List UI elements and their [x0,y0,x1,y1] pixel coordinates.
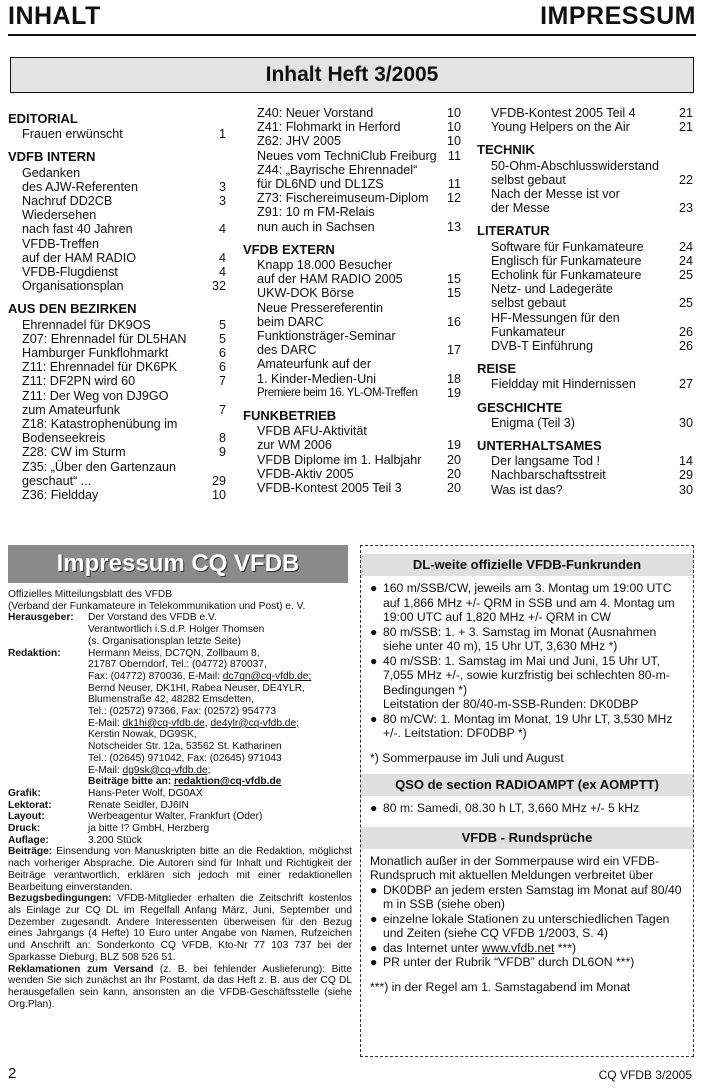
toc-entry-title: auf der HAM RADIO 2005 [257,272,403,287]
toc-entry-page: 5 [218,317,226,332]
toc-entry-page [669,282,693,296]
toc-entry [8,474,226,488]
redaktion: Redaktion: Hermann Meiss, DC7QN, Zollbaum 8, 21787 Oberndorf, Tel.: (04772) 870037, Fax: (04772) 870036, E-Mail: dc7qn@cq-vfdb.de; Bernd Neuser, DK1HI, Rabea Neuser, DE4YLR, Blumenstraße 42, 48282 Emsdetten, Tel.: (02572) 97366, Fax: (02572) 954773 E-Mail: dk1hi@cq-vfdb.de, de4ylr@cq-vfdb.de; Kerstin Nowak, DG9SK, Notscheider Str. 12a, 53562 St. Katharinen Tel.: (02645) 971042, Fax: (02645) 971043 E-Mail: dg9sk@cq-vfdb.de; Beiträge bitte an: redaktion@cq-vfdb.de [8,647,312,788]
grafik: Grafik: Hans-Peter Wolf, DG0AX [8,787,203,799]
toc-entry-title: der Messe [491,201,550,216]
lektorat: Lektorat: Renate Seidler, DJ6IN [8,799,189,811]
toc-entry-page: 20 [446,452,461,467]
toc-section-heading: UNTERHALTSAMES [477,438,602,454]
toc-entry-title: Neue Pressereferentin [257,300,384,315]
toc-entry [8,251,226,265]
toc-entry-page [202,460,226,474]
toc-entry [243,372,461,386]
toc-entry [8,346,226,360]
header-right: IMPRESSUM [540,2,696,30]
toc-section-heading: VDFB INTERN [8,149,96,165]
toc-entry [243,453,461,467]
toc-entry-page: 32 [211,279,226,294]
toc-entry-page: 11 [447,148,461,163]
toc-entry [243,386,461,400]
email-link[interactable]: de4ylr@cq-vfdb.de; [210,717,299,729]
toc-entry-page: 29 [211,473,226,488]
toc-entry [8,166,226,180]
toc-entry-page: 15 [446,272,461,287]
toc-entry [477,339,693,353]
toc-entry-title: nach fast 40 Jahren [22,222,133,237]
toc-entry-page: 1 [218,127,226,142]
toc-entry-title: Z41: Flohmarkt in Herford [257,120,401,135]
toc-entry [477,120,693,134]
toc-column-3 [477,106,693,497]
toc-title: Inhalt Heft 3/2005 [10,57,694,93]
toc-entry-page: 7 [218,402,226,417]
bullet-icon: ● [370,911,378,926]
toc-entry [243,438,461,452]
toc-entry [477,483,693,497]
toc-entry-page: 6 [218,360,226,375]
toc-entry-page: 30 [678,415,693,430]
toc-entry [8,279,226,293]
toc-entry-title: beim DARC [257,314,324,329]
toc-entry-page: 17 [446,343,461,358]
toc-entry [243,205,461,219]
toc-entry [243,177,461,191]
toc-entry [477,377,693,391]
list-item: ● 80 m/SSB: 1. + 3. Samstag im Monat (Ausnahmen siehe unter 40 m), 15 Uhr UT, 3,630 MHz *) [370,624,657,653]
toc-entry-title: Englisch für Funkamateure [491,253,642,268]
toc-entry-page: 21 [678,106,693,120]
toc-entry-title: Z40: Neuer Vorstand [257,106,374,120]
toc-column-1 [8,106,226,502]
toc-entry-title: Z11: DF2PN wird 60 [22,374,136,389]
toc-entry-title: Organisationsplan [22,279,124,294]
toc-entry [477,187,693,201]
toc-entry-page [202,417,226,431]
toc-entry-page [202,389,226,403]
intro-line: Offizielles Mitteilungsblatt des VFDB [8,589,173,600]
impressum-text [8,589,352,1010]
toc-entry [477,201,693,215]
toc-entry-title: Funktionsträger-Seminar [257,329,396,344]
toc-entry [243,106,461,120]
toc-entry-page: 14 [678,454,693,469]
toc-entry-title: 50-Ohm-Abschlusswiderstand [491,158,659,173]
toc-entry-page [669,311,693,325]
toc-entry-title: Z73: Fischereimuseum-Diplom [257,191,429,206]
bullet-icon: ● [370,581,378,595]
email-link[interactable]: dc7qn@cq-vfdb.de; [222,670,312,682]
toc-entry [477,296,693,310]
toc-entry-title: Z11: Der Weg von DJ9GO [22,388,169,403]
intro-line: (Verband der Funkamateure in Telekommunikation und Post) e. V. [8,600,306,612]
toc-entry-title: 1. Kinder-Medien-Uni [257,371,376,386]
intro-text: Monatlich außer in der Sommerpause wird ein VFDB-Rundspruch mit aktuellen Meldungen verbreitet über [370,853,660,882]
toc-entry [8,488,226,502]
toc-section-heading: EDITORIAL [8,111,78,126]
toc-entry [8,374,226,388]
toc-entry-page: 5 [218,331,226,346]
toc-entry-title: Z11: Ehrennadel für DK6PK [22,360,178,375]
toc-entry-page [437,163,461,177]
list-item: ● 80 m: Samedi, 08.30 h LT, 3,660 MHz +/- 5 kHz [370,801,640,815]
bullet-icon: ● [370,882,378,897]
toc-entry-page [669,187,693,201]
toc-entry [8,431,226,445]
toc-entry-title: Z36: Fieldday [22,488,99,503]
toc-entry-page: 8 [218,431,226,446]
toc-entry [477,173,693,187]
toc-entry-title: Z35: „Über den Gartenzaun [22,459,177,474]
bezug-paragraph: Bezugsbedingungen: VFDB-Mitglieder erhalten die Zeitschrift kostenlos als Einlage zur CQ DL im Regelfall Anfang März, Juni, September und Dezember zugesandt. Andere Interessenten überweisen für den Bezug eines Jahrgangs (4 Hefte) 10 Euro unter Angabe von Namen, Rufzeichen und Anschrift an: Sonderkonto CQ VFDB, Kto-Nr 77 103 737 bei der Sparkasse Dieburg, BLZ 508 526 51. [8,893,352,963]
list-item: ● DK0DBP an jedem ersten Samstag im Monat auf 80/40 m in SSB (siehe oben) [370,882,682,911]
toc-entry-title: Z91: 10 m FM-Relais [257,205,375,220]
toc-entry-title: Nach der Messe ist vor [491,187,620,202]
toc-entry-page [437,357,461,371]
toc-entry-title: Knapp 18.000 Besucher [257,258,393,273]
toc-entry-title: auf der HAM RADIO [22,250,137,265]
toc-entry-title: selbst gebaut [491,296,566,311]
toc-entry [243,286,461,300]
box-heading: DL-weite offizielle VFDB-Funkrunden [361,554,693,576]
toc-entry-page: 18 [446,371,461,386]
toc-entry-page: 4 [218,250,226,265]
toc-entry-title: Premiere beim 16. YL-OM-Treffen [257,386,418,399]
toc-entry [243,343,461,357]
toc-entry-page [437,424,461,438]
toc-entry-title: Bodenseekreis [22,431,106,446]
toc-entry-page: 16 [446,314,461,329]
bullet-icon: ● [370,955,378,969]
toc-entry [243,301,461,315]
toc-entry-page: 30 [678,482,693,497]
toc-entry-title: des AJW-Referenten [22,179,138,194]
toc-entry [243,329,461,343]
toc-entry-page: 26 [678,324,693,339]
toc-entry-title: geschaut“ ... [22,473,92,488]
toc-entry [243,424,461,438]
toc-entry [8,180,226,194]
toc-entry-page: 19 [446,385,461,400]
auflage: Auflage: 3.200 Stück [8,834,142,846]
beitraege-paragraph: Beiträge: Einsendung von Manuskripten bitte an die Redaktion, möglichst nach vorheriger Absprache. Die Autoren sind für Inhalt und Richtigkeit der Beiträge verantwortlich, erklären sich jedoch mit einer redaktionellen Bearbeitung einverstanden. [8,846,352,893]
toc-entry [8,208,226,222]
toc-entry-title: Neues vom TechniClub Freiburg [257,148,437,163]
toc-entry [243,120,461,134]
list-item: ● PR unter der Rubrik “VFDB” durch DL6ON ***) [370,955,635,969]
toc-entry-page: 10 [446,120,461,135]
toc-entry [8,360,226,374]
toc-entry [243,357,461,371]
toc-entry-page: 15 [446,286,461,301]
toc-entry-page: 4 [218,222,226,237]
toc-entry [477,311,693,325]
toc-entry-title: zur WM 2006 [257,438,332,453]
toc-entry-title: Der langsame Tod ! [491,454,600,469]
toc-entry-title: des DARC [257,343,317,358]
bullet-icon: ● [370,711,378,726]
list-item: ● 40 m/SSB: 1. Samstag im Mai und Juni, 15 Uhr UT, 7,055 MHz +/-, sowie kurzfristig bei schlechten 80-m-Bedingungen *) Leitstation der 80/40-m-SSB-Runden: DK0DBP [370,653,670,711]
toc-entry-page: 20 [446,481,461,496]
box-heading: QSO de section RADIOAMPT (ex AOMPTT) [361,774,693,796]
toc-entry-title: selbst gebaut [491,172,566,187]
toc-entry [477,268,693,282]
toc-entry-page: 12 [446,191,461,206]
website-link[interactable]: www.vfdb.net [481,940,555,955]
toc-entry-title: Hamburger Funkflohmarkt [22,346,169,361]
toc-entry [8,194,226,208]
email-link[interactable]: dk1hi@cq-vfdb.de, [122,717,208,729]
druck: Druck: ja bitte !? GmbH, Herzberg [8,823,210,835]
toc-entry-page: 19 [446,438,461,453]
toc-entry-title: Nachruf DD2CB [22,194,113,209]
toc-entry-page [202,208,226,222]
toc-entry [243,220,461,234]
bullet-icon: ● [370,653,378,668]
toc-entry [8,389,226,403]
email-link[interactable]: redaktion@cq-vfdb.de [174,776,282,788]
herausgeber: Herausgeber: Der Vorstand des VFDB e.V. Verantwortlich i.S.d.P. Holger Thomsen (s. Organisationsplan letzte Seite) [8,612,265,647]
toc-entry-title: Funkamateur [491,324,566,339]
toc-entry [8,445,226,459]
toc-section-heading: FUNKBETRIEB [243,408,337,424]
toc-entry-title: Echolink für Funkamateure [491,268,642,283]
toc-entry [477,468,693,482]
toc-entry [477,159,693,173]
toc-entry-page: 21 [678,120,693,135]
toc-entry [477,416,693,430]
toc-entry [8,127,226,141]
toc-entry [243,481,461,495]
toc-entry-title: Gedanken [22,165,81,180]
toc-entry-page: 27 [678,377,693,392]
toc-entry-page: 20 [446,466,461,481]
toc-entry-page: 6 [218,346,226,361]
toc-entry [8,237,226,251]
toc-entry [8,460,226,474]
toc-entry-page: 10 [446,134,461,149]
bullet-icon: ● [370,940,378,955]
toc-entry-title: Frauen erwünscht [22,127,123,142]
email-link[interactable]: dg9sk@cq-vfdb.de; [122,764,211,776]
toc-entry-title: Wiedersehen [22,208,97,223]
funkrunden-box [360,545,694,1057]
toc-entry-title: Ehrennadel für DK9OS [22,317,151,332]
toc-entry [477,282,693,296]
toc-entry-page: 3 [218,179,226,194]
toc-entry-page: 24 [678,239,693,254]
list-item: ● 80 m/CW: 1. Montag im Monat, 19 Uhr LT, 3,530 MHz +/-. Leitstation: DF0DBP *) [370,711,673,740]
page-header [8,0,696,36]
toc-entry-page: 25 [678,268,693,283]
layout: Layout: Werbeagentur Walter, Frankfurt (Oder) [8,811,263,823]
toc-entry [477,325,693,339]
toc-entry-title: zum Amateurfunk [22,402,120,417]
toc-entry-page: 25 [678,296,693,311]
toc-entry [243,272,461,286]
toc-entry-page [669,159,693,173]
toc-entry-page: 26 [678,339,693,354]
list-item: ● das Internet unter www.vfdb.net ***) [370,940,577,955]
toc-entry-title: VFDB-Kontest 2005 Teil 3 [257,481,402,496]
toc-entry-title: Netz- und Ladegeräte [491,282,613,297]
toc-section-heading: GESCHICHTE [477,399,563,415]
bullet-icon: ● [370,801,378,815]
toc-entry [243,467,461,481]
toc-entry-title: DVB-T Einführung [491,339,593,354]
box-heading: VFDB - Rundsprüche [361,827,693,849]
toc-entry [477,254,693,268]
toc-entry-title: für DL6ND und DL1ZS [257,177,384,192]
toc-entry-title: Nachbarschaftsstreit [491,468,606,483]
toc-entry-page: 24 [678,253,693,268]
toc-section-heading: AUS DEN BEZIRKEN [8,301,137,317]
toc-entry-page: 10 [446,106,461,120]
toc-entry-title: Z18: Katastrophenübung im [22,417,178,432]
toc-entry-page: 4 [218,265,226,280]
toc-entry [8,332,226,346]
toc-entry-title: Software für Funkamateure [491,239,644,254]
toc-entry-title: Z28: CW im Sturm [22,445,126,460]
toc-section-heading: REISE [477,361,517,377]
toc-entry [477,106,693,120]
toc-entry-page: 23 [678,201,693,216]
toc-entry-title: Was ist das? [491,482,563,497]
note: ***) in der Regel am 1. Samstagabend im Monat [370,979,631,994]
toc-entry-title: VFDB-Kontest 2005 Teil 4 [491,106,636,120]
toc-entry [243,191,461,205]
toc-entry-title: Z62: JHV 2005 [257,134,342,149]
toc-entry-page: 22 [678,172,693,187]
bullet-icon: ● [370,624,378,639]
toc-entry-page [437,301,461,315]
toc-entry-title: nun auch in Sachsen [257,219,375,234]
toc-entry-page: 11 [447,177,461,192]
impressum-banner: Impressum CQ VFDB [8,545,348,583]
toc-entry-title: UKW-DOK Börse [257,286,355,301]
reklamation-paragraph: Reklamationen zum Versand (z. B. bei fehlender Auslieferung): Bitte wenden Sie sich zunächst an Ihr Postamt, da das Heft z. B. aus der CQ DL herausgefallen sein kann, ansonsten an die VFDB-Geschäftsstelle (siehe Org.Plan). [8,963,352,1010]
toc-entry [477,454,693,468]
toc-entry [243,315,461,329]
note: *) Sommerpause im Juli und August [370,750,564,765]
list-item: ● einzelne lokale Stationen zu unterschiedlichen Tagen und Zeiten (siehe CQ VFDB 1/2003, S. 4) [370,911,670,940]
toc-entry-page: 9 [218,445,226,460]
toc-entry-page: 13 [446,219,461,234]
toc-entry-title: Amateurfunk auf der [257,357,372,372]
toc-entry [8,265,226,279]
toc-column-2 [243,106,461,495]
toc-entry-title: VFDB-Flugdienst [22,265,118,280]
toc-entry [243,163,461,177]
toc-entry-page: 7 [218,374,226,389]
toc-entry [243,149,461,163]
toc-section-heading: TECHNIK [477,142,535,158]
toc-entry-page: 10 [211,488,226,503]
toc-entry-title: Young Helpers on the Air [491,120,630,135]
toc-entry-title: Z44: „Bayrische Ehrennadel“ [257,162,418,177]
page-number: 2 [8,1065,17,1082]
toc-entry-title: HF-Messungen für den [491,310,620,325]
toc-entry-title: Fieldday mit Hindernissen [491,377,636,392]
toc-entry-title: Enigma (Teil 3) [491,415,575,430]
toc-entry-page: 29 [678,468,693,483]
toc-entry [8,222,226,236]
list-item: ● 160 m/SSB/CW, jeweils am 3. Montag um 19:00 UTC auf 1,866 MHz +/- QRM in SSB und am 4. Montag um 19:00 UTC auf 1,820 MHz +/- QRM in CW [370,581,675,624]
toc-entry [243,258,461,272]
issue-label: CQ VFDB 3/2005 [598,1068,692,1082]
toc-entry-title: VFDB Diplome im 1. Halbjahr [257,452,422,467]
toc-entry-page [437,205,461,219]
toc-entry-title: VFDB AFU-Aktivität [257,424,367,439]
toc-entry-page: 3 [218,194,226,209]
header-left: INHALT [8,2,101,30]
toc-entry-page [437,258,461,272]
toc-entry [477,240,693,254]
toc-entry-page [437,329,461,343]
toc-entry [8,403,226,417]
toc-entry-page [202,166,226,180]
toc-entry-title: Z07: Ehrennadel für DL5HAN [22,331,187,346]
toc-section-heading: LITERATUR [477,223,550,239]
toc-entry [8,417,226,431]
toc-entry-title: VFDB-Treffen [22,236,99,251]
toc-entry-page [202,237,226,251]
toc-entry [243,134,461,148]
toc-entry [8,318,226,332]
toc-entry-title: VFDB-Aktiv 2005 [257,466,354,481]
toc-section-heading: VFDB EXTERN [243,241,335,257]
